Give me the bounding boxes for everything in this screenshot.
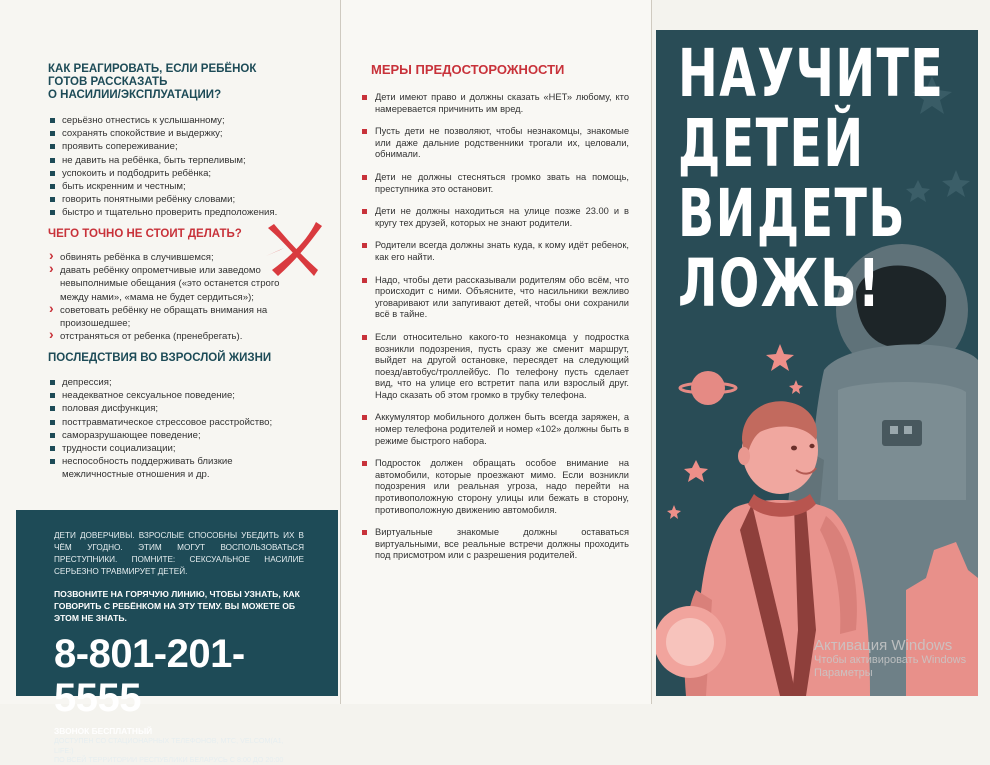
list-item: Виртуальные знакомые должны оставаться виртуальными, все реальные встречи должны проходить под присмотром или с разрешения родителей. <box>361 527 629 562</box>
list-item: Пусть дети не позволяют, чтобы незнакомцы, знакомые или даже дальние родственники трогали их, целовали, обнимали. <box>361 126 629 161</box>
list-item: Подросток должен обращать особое внимание на автомобили, которые проезжают мимо. Если возникли подозрения или реальная угроза, надо перейти на противоположную сторону улицы или бежать в сторону, противоположную движению автомобиля. <box>361 458 629 516</box>
hotline-box <box>16 510 338 764</box>
section-title-how-to-react: КАК РЕАГИРОВАТЬ, ЕСЛИ РЕБЁНОК ГОТОВ РАССКАЗАТЬ О НАСИЛИИ/ЭКСПЛУАТАЦИИ? <box>48 63 257 101</box>
hotline-warning-text: ДЕТИ ДОВЕРЧИВЫ. ВЗРОСЛЫЕ СПОСОБНЫ УБЕДИТЬ ИХ В ЧЁМ УГОДНО. ЭТИМ МОГУТ ВОСПОЛЬЗОВАТЬСЯ ПРЕСТУПНИКИ. ПОМНИТЕ: СЕКСУАЛЬНОЕ НАСИЛИЕ СЕРЬЕЗНО ТРАВМИРУЕТ ДЕТЕЙ. <box>54 531 304 576</box>
list-item: не давить на ребёнка, быть терпеливым; <box>48 154 318 167</box>
hotline-availability-2: ПО ВСЕЙ ТЕРРИТОРИИ РЕСПУБЛИКИ БЕЛАРУСЬ С 8:00 ДО 20:00 <box>54 755 284 764</box>
list-item: серьёзно отнестись к услышанному; <box>48 114 318 127</box>
list-item: неадекватное сексуальное поведение; <box>48 389 323 402</box>
list-item: › отстраняться от ребенка (пренебрегать). <box>48 330 288 343</box>
section-what-not-to-do <box>48 228 288 343</box>
hotline-call-text: ПОЗВОНИТЕ НА ГОРЯЧУЮ ЛИНИЮ, ЧТОБЫ УЗНАТЬ, КАК ГОВОРИТЬ С РЕБЁНКОМ НА ЭТУ ТЕМУ. ВЫ МОЖЕТЕ ОБ ЭТОМ НЕ ЗНАТЬ. <box>54 589 300 623</box>
list-item: неспособность поддерживать близкие межличностные отношения и др. <box>48 455 323 481</box>
list-item: проявить сопереживание; <box>48 140 318 153</box>
section-consequences <box>48 352 323 482</box>
list-item: быстро и тщательно проверить предположения. <box>48 206 318 219</box>
list-item: Если относительно какого-то незнакомца у подростка возникли подозрения, пусть сразу же сменит маршрут, выйдет на другой остановке, пересядет на следующий поезд/автобус/троллейбус. По телефону пусть сделает вид, что на улице его встретит папа или взрослый друг. Надо сказать об этом громко в трубку телефона. <box>361 332 629 402</box>
list-item: саморазрушающее поведение; <box>48 429 323 442</box>
section-title-what-not-to-do: ЧЕГО ТОЧНО НЕ СТОИТ ДЕЛАТЬ? <box>48 228 242 240</box>
hotline-phone-number[interactable]: 8-801-201-5555 <box>54 632 245 720</box>
cover-title-line-4: ЛОЖЬ! <box>678 245 882 322</box>
cover-title-line-1: НАУЧИТЕ <box>678 35 945 112</box>
consequences-list <box>48 376 323 482</box>
list-item: Дети не должны стесняться громко звать на помощь, преступника это остановит. <box>361 172 629 195</box>
middle-panel <box>340 0 652 704</box>
list-item: Родители всегда должны знать куда, к кому идёт ребенок, как его найти. <box>361 240 629 263</box>
what-not-to-do-list <box>48 251 288 343</box>
left-panel <box>0 0 340 764</box>
list-item: › обвинять ребёнка в случившемся; <box>48 251 288 264</box>
cover-panel <box>652 0 990 704</box>
list-item: Аккумулятор мобильного должен быть всегда заряжен, а номер телефона родителей и номер «102» должны быть в режиме быстрого набора. <box>361 412 629 447</box>
list-item: быть искренним и честным; <box>48 180 318 193</box>
list-item: › давать ребёнку опрометчивые или заведомо невыполнимые обещания («это останется строго между нами», «мама не будет сердиться»); <box>48 264 288 304</box>
list-item: трудности социализации; <box>48 442 323 455</box>
how-to-react-list <box>48 114 318 220</box>
precautions-title: МЕРЫ ПРЕДОСТОРОЖНОСТИ <box>371 62 565 77</box>
section-title-consequences: ПОСЛЕДСТВИЯ ВО ВЗРОСЛОЙ ЖИЗНИ <box>48 352 272 364</box>
cover-title-line-2: ДЕТЕЙ <box>678 105 865 182</box>
list-item: говорить понятными ребёнку словами; <box>48 193 318 206</box>
cover-title-line-3: ВИДЕТЬ <box>678 175 907 252</box>
windows-activation-watermark: Активация Windows Чтобы активировать Windows Параметры <box>814 637 967 679</box>
list-item: › советовать ребёнку не обращать внимания на произошедшее; <box>48 304 288 330</box>
list-item: депрессия; <box>48 376 323 389</box>
list-item: сохранять спокойствие и выдержку; <box>48 127 318 140</box>
list-item: Дети имеют право и должны сказать «НЕТ» любому, кто намеревается причинить им вред. <box>361 92 629 115</box>
hotline-free-label: ЗВОНОК БЕСПЛАТНЫЙ <box>54 726 153 736</box>
list-item: Дети не должны находиться на улице позже 23.00 и в кругу тех друзей, которых не знают родители. <box>361 206 629 229</box>
hotline-availability-1: ДОСТУПЕН СО СТАЦИОНАРНЫХ ТЕЛЕФОНОВ, МТС, VELCOM(A1, LIFE:) <box>54 736 284 755</box>
red-cross-icon <box>262 218 324 280</box>
list-item: половая дисфункция; <box>48 402 323 415</box>
list-item: Надо, чтобы дети рассказывали родителям обо всём, что происходит с ними. Объясните, что насильники вежливо уговаривают или запугивают детей, чтобы они сохранили всё в тайне. <box>361 275 629 321</box>
list-item: успокоить и подбодрить ребёнка; <box>48 167 318 180</box>
precautions-list <box>361 92 629 573</box>
section-how-to-react <box>48 63 318 220</box>
list-item: посттравматическое стрессовое расстройство; <box>48 416 323 429</box>
cover-poster <box>656 30 978 696</box>
